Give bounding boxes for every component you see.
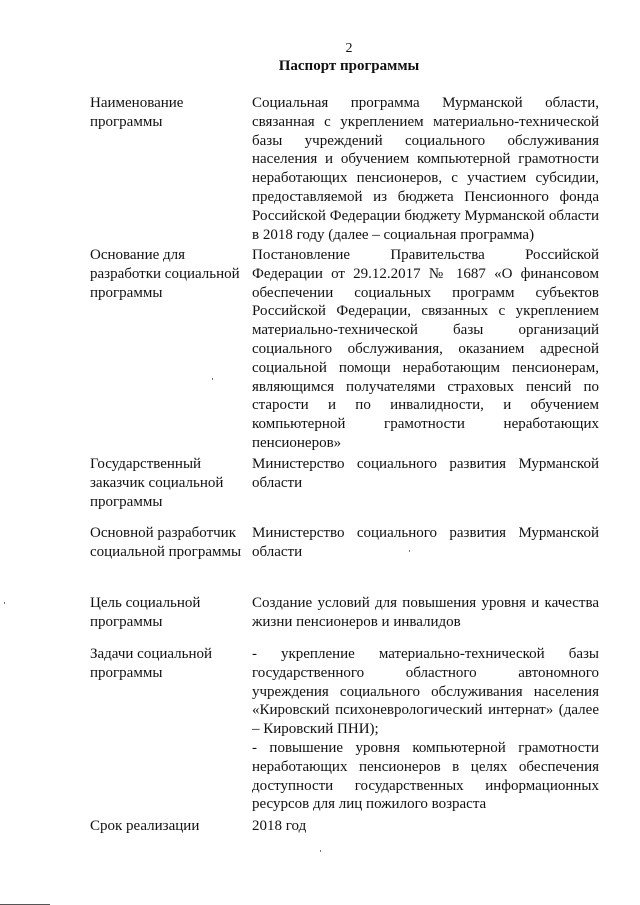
- scan-speck: [320, 850, 321, 852]
- passport-label: Государственный заказчик социальной программы: [90, 456, 224, 510]
- page-title: Паспорт программы: [278, 58, 420, 74]
- passport-value-paragraph: 2018 год: [252, 818, 307, 834]
- passport-label: Срок реализации: [90, 818, 200, 834]
- passport-value: [252, 94, 599, 244]
- passport-value: [252, 817, 599, 836]
- passport-value-paragraph: Министерство социального развития Мурманской области: [252, 525, 599, 560]
- passport-label: Цель социальной программы: [90, 595, 201, 630]
- passport-value: [252, 594, 599, 632]
- scan-speck: [212, 378, 213, 380]
- passport-label: Задачи социальной программы: [90, 646, 213, 681]
- passport-value-paragraph: - повышение уровня компьютерной грамотности неработающих пенсионеров в целях обеспечения доступности государственных информационных ресурсов для лиц пожилого возраста: [252, 739, 599, 813]
- passport-value-paragraph: Министерство социального развития Мурманской области: [252, 456, 599, 491]
- passport-value-paragraph: Постановление Правительства Российской Федерации от 29.12.2017 № 1687 «О финансовом обеспечении социальных программ субъектов Российской Федерации, связанных с укреплением материально-технической базы организаций социального обслуживания, оказанием адресной социальной помощи неработающим пенсионерам, являющимся получателями страховых пенсий по старости и по инвалидности, и обучением компьютерной грамотности неработающих пенсионеров»: [252, 247, 599, 451]
- passport-value: [252, 455, 599, 493]
- scan-speck: [409, 550, 410, 552]
- passport-value: [252, 246, 599, 453]
- scan-speck: [4, 602, 5, 604]
- passport-value-paragraph: Социальная программа Мурманской области, связанная с укреплением материально-технической базы учреждений социального обслуживания населения и обучением компьютерной грамотности неработающих пенсионеров, с участием субсидии, предоставляемой из бюджета Пенсионного фонда Российской Федерации бюджету Мурманской области в 2018 году (далее – социальная программа): [252, 95, 599, 243]
- passport-label: Основание для разработки социальной программы: [90, 247, 240, 301]
- passport-value-paragraph: - укрепление материально-технической базы государственного областного автономного учреждения социального обслуживания населения «Кировский психоневрологический интернат» (далее – Кировский ПНИ);: [252, 646, 599, 738]
- passport-value-paragraph: Создание условий для повышения уровня и качества жизни пенсионеров и инвалидов: [252, 595, 599, 630]
- passport-value: [252, 645, 599, 814]
- page-number: 2: [345, 41, 353, 56]
- passport-label: Наименование программы: [90, 95, 184, 130]
- passport-label: Основной разработчик социальной программы: [90, 525, 242, 560]
- passport-value: [252, 524, 599, 562]
